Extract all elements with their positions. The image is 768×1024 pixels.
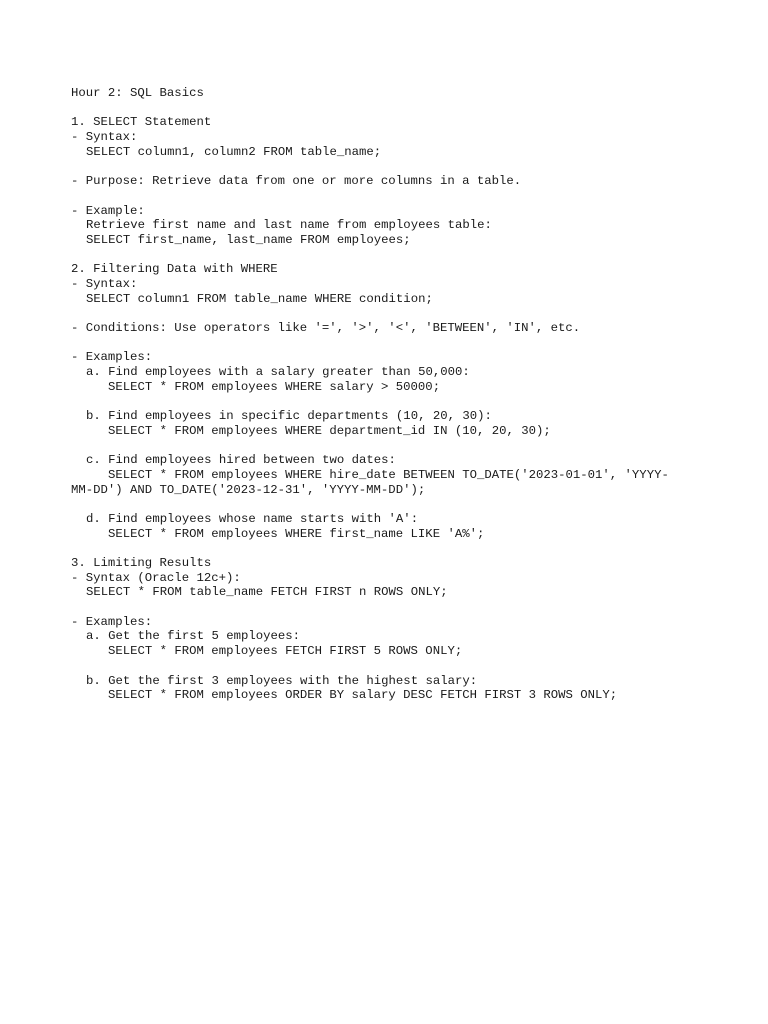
- example-description: c. Find employees hired between two dates:: [86, 453, 396, 468]
- examples-label: - Examples:: [71, 614, 153, 629]
- code-line: SELECT * FROM employees WHERE department_id IN (10, 20, 30);: [108, 423, 551, 438]
- syntax-label: - Syntax:: [71, 276, 138, 291]
- spacer: [71, 189, 711, 204]
- section-heading-select: 1. SELECT Statement: [71, 115, 212, 130]
- examples-label: - Examples:: [71, 350, 153, 365]
- code-line: SELECT column1 FROM table_name WHERE condition;: [86, 291, 433, 306]
- syntax-label: - Syntax (Oracle 12c+):: [71, 570, 241, 585]
- spacer: [71, 306, 711, 321]
- document-page: [71, 86, 711, 703]
- spacer: [71, 394, 711, 409]
- purpose-text: - Purpose: Retrieve data from one or more columns in a table.: [71, 174, 522, 189]
- document-title: Hour 2: SQL Basics: [71, 86, 204, 100]
- spacer: [71, 659, 711, 674]
- conditions-text: - Conditions: Use operators like '=', '>', '<', 'BETWEEN', 'IN', etc.: [71, 321, 581, 335]
- section-heading-limit: 3. Limiting Results: [71, 556, 212, 570]
- code-line: SELECT * FROM employees WHERE hire_date BETWEEN TO_DATE('2023-01-01', 'YYYY-: [108, 467, 669, 482]
- code-line: SELECT * FROM employees WHERE first_name LIKE 'A%';: [108, 526, 485, 541]
- example-description: Retrieve first name and last name from employees table:: [86, 218, 492, 233]
- spacer: [71, 159, 711, 174]
- spacer: [71, 600, 711, 615]
- code-line: SELECT * FROM employees FETCH FIRST 5 ROWS ONLY;: [108, 644, 463, 659]
- example-description: a. Find employees with a salary greater than 50,000:: [86, 365, 470, 380]
- syntax-label: - Syntax:: [71, 130, 138, 145]
- section-heading-where: 2. Filtering Data with WHERE: [71, 262, 278, 277]
- spacer: [71, 439, 711, 454]
- spacer: [71, 541, 711, 556]
- example-description: d. Find employees whose name starts with 'A':: [86, 511, 419, 526]
- example-description: b. Get the first 3 employees with the highest salary:: [86, 673, 478, 688]
- code-line: SELECT * FROM employees WHERE salary > 50000;: [108, 379, 441, 394]
- code-line: SELECT * FROM employees ORDER BY salary DESC FETCH FIRST 3 ROWS ONLY;: [108, 688, 618, 703]
- example-description: a. Get the first 5 employees:: [86, 629, 301, 644]
- example-label: - Example:: [71, 203, 145, 218]
- code-line: SELECT first_name, last_name FROM employees;: [86, 232, 411, 247]
- example-description: b. Find employees in specific departments (10, 20, 30):: [86, 409, 492, 424]
- spacer: [71, 336, 711, 351]
- spacer: [71, 248, 711, 263]
- code-line: SELECT column1, column2 FROM table_name;: [86, 144, 382, 159]
- spacer: [71, 497, 711, 512]
- spacer: [71, 101, 711, 116]
- code-line-continuation: MM-DD') AND TO_DATE('2023-12-31', 'YYYY-MM-DD');: [71, 482, 426, 497]
- code-line: SELECT * FROM table_name FETCH FIRST n ROWS ONLY;: [86, 585, 448, 600]
